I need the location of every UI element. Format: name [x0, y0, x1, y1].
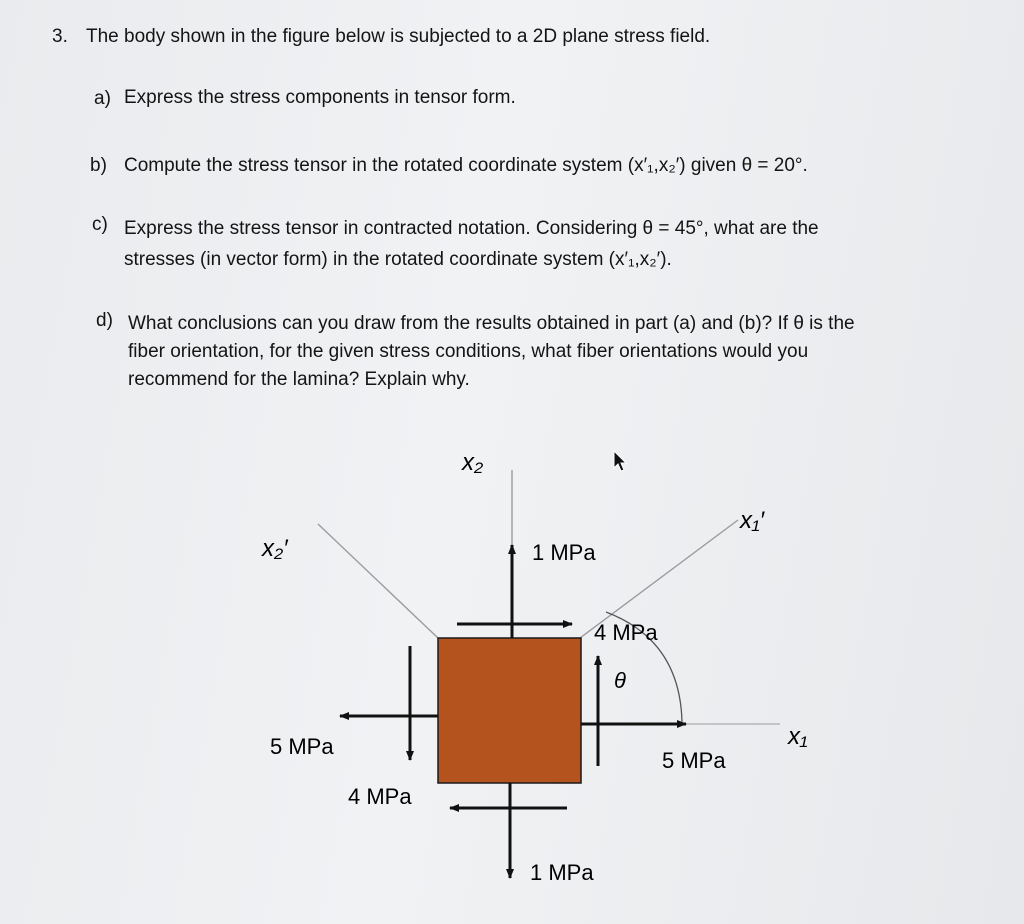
left-normal-stress-label: 5 MPa	[270, 734, 334, 759]
problem-statement: The body shown in the figure below is subjected to a 2D plane stress field.	[86, 26, 711, 47]
bottom-shear-stress-label: 4 MPa	[348, 784, 412, 809]
right-normal-stress-label: 5 MPa	[662, 748, 726, 773]
part-c-line-1: Express the stress tensor in contracted notation. Considering θ = 45°, what are the	[124, 218, 819, 239]
bottom-normal-stress-label: 1 MPa	[530, 860, 594, 885]
part-a-line-1: Express the stress components in tensor form.	[124, 87, 516, 108]
part-d-line-3: recommend for the lamina? Explain why.	[128, 369, 470, 390]
mouse-cursor-icon	[614, 451, 626, 471]
x2-axis-label: x₂	[462, 449, 484, 476]
top-normal-stress-label: 1 MPa	[532, 540, 596, 565]
x2-prime-axis-line	[318, 524, 438, 638]
part-c-line-2: stresses (in vector form) in the rotated coordinate system (x′₁,x₂′).	[124, 249, 672, 270]
part-b-label: b)	[90, 155, 107, 176]
top-shear-stress-label: 4 MPa	[594, 620, 658, 645]
part-c-label: c)	[92, 214, 108, 235]
part-b-line-1: Compute the stress tensor in the rotated coordinate system (x′₁,x₂′) given θ = 20°.	[124, 155, 808, 176]
stressed-body	[438, 638, 581, 783]
part-d-line-1: What conclusions can you draw from the results obtained in part (a) and (b)? If θ is the	[128, 313, 855, 334]
part-a-label: a)	[94, 88, 111, 109]
x1-axis-label: x₁	[788, 723, 808, 750]
x2-prime-axis-label: x₂′	[262, 535, 288, 562]
problem-number: 3.	[52, 26, 68, 47]
part-d-line-2: fiber orientation, for the given stress conditions, what fiber orientations would you	[128, 341, 809, 362]
theta-label: θ	[614, 668, 626, 693]
x1-prime-axis-label: x₁′	[740, 507, 765, 534]
part-d-label: d)	[96, 310, 113, 331]
